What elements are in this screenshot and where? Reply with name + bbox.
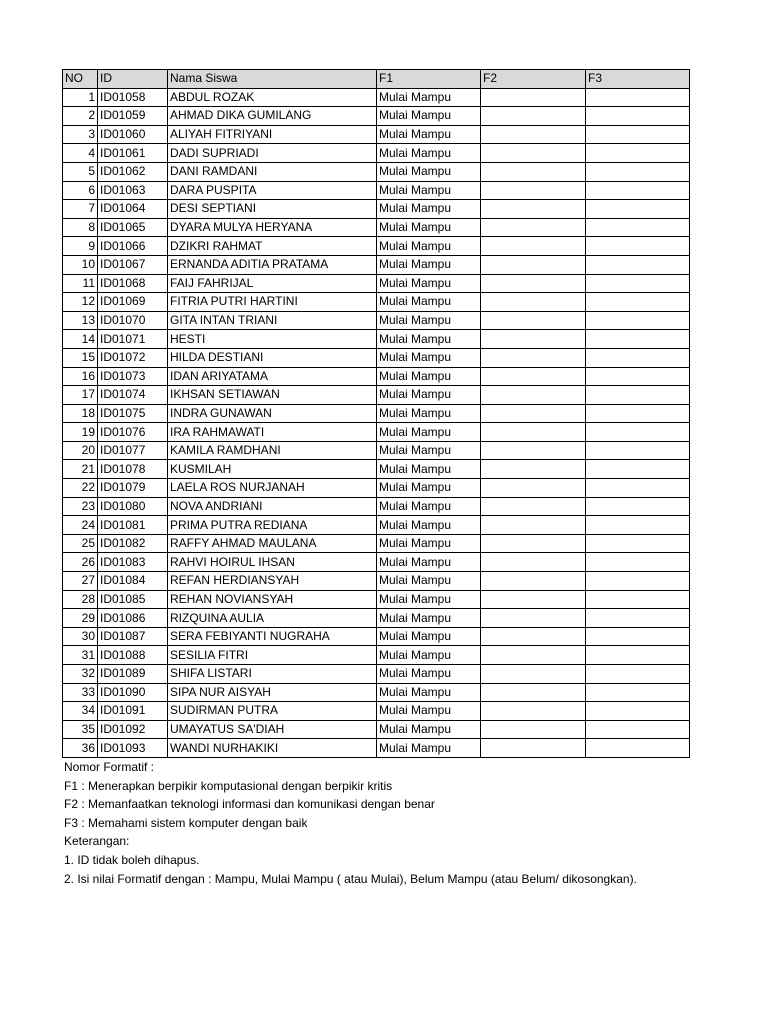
cell-name[interactable]: GITA INTAN TRIANI [168,311,377,330]
table-row [63,181,690,200]
cell-id[interactable]: ID01066 [98,237,168,256]
cell-name[interactable]: ERNANDA ADITIA PRATAMA [168,255,377,274]
table-row [63,516,690,535]
cell-f1[interactable]: Mulai Mampu [377,534,481,553]
cell-no[interactable]: 7 [63,200,98,219]
table-row [63,255,690,274]
cell-f1[interactable]: Mulai Mampu [377,88,481,107]
table-row [63,348,690,367]
cell-f1[interactable]: Mulai Mampu [377,553,481,572]
cell-f2[interactable] [481,274,586,293]
cell-f2[interactable] [481,200,586,219]
cell-no[interactable]: 27 [63,572,98,591]
table-row [63,479,690,498]
note-line: Keterangan: [64,834,130,849]
cell-f1[interactable]: Mulai Mampu [377,460,481,479]
cell-id[interactable]: ID01058 [98,88,168,107]
cell-id[interactable]: ID01065 [98,218,168,237]
cell-f3[interactable] [586,274,690,293]
cell-no[interactable]: 25 [63,534,98,553]
note-line: F2 : Memanfaatkan teknologi informasi dan komunikasi dengan benar [64,797,435,812]
note-line: F3 : Memahami sistem komputer dengan baik [64,815,308,830]
cell-no[interactable]: 16 [63,367,98,386]
cell-id[interactable]: ID01091 [98,702,168,721]
cell-f3[interactable] [586,404,690,423]
cell-name[interactable]: IRA RAHMAWATI [168,423,377,442]
cell-no[interactable]: 29 [63,609,98,628]
cell-no[interactable]: 17 [63,386,98,405]
cell-f2[interactable] [481,609,586,628]
cell-no[interactable]: 2 [63,107,98,126]
cell-f3[interactable] [586,200,690,219]
cell-f2[interactable] [481,125,586,144]
table-row [63,404,690,423]
table-row [63,572,690,591]
cell-f2[interactable] [481,162,586,181]
cell-f2[interactable] [481,386,586,405]
cell-f3[interactable] [586,739,690,758]
cell-f3[interactable] [586,720,690,739]
cell-id[interactable]: ID01069 [98,293,168,312]
table-row [63,293,690,312]
cell-no[interactable]: 5 [63,162,98,181]
cell-id[interactable]: ID01086 [98,609,168,628]
cell-f1[interactable]: Mulai Mampu [377,497,481,516]
cell-f2[interactable] [481,683,586,702]
cell-name[interactable]: FAIJ FAHRIJAL [168,274,377,293]
header-f2: F2 [481,70,586,89]
cell-id[interactable]: ID01077 [98,441,168,460]
cell-name[interactable]: SHIFA LISTARI [168,665,377,684]
table-row [63,609,690,628]
cell-f2[interactable] [481,572,586,591]
header-f3: F3 [586,70,690,89]
cell-f2[interactable] [481,534,586,553]
cell-f2[interactable] [481,516,586,535]
cell-f3[interactable] [586,218,690,237]
table-row [63,441,690,460]
cell-f1[interactable]: Mulai Mampu [377,441,481,460]
cell-f2[interactable] [481,404,586,423]
cell-name[interactable]: SIPA NUR AISYAH [168,683,377,702]
cell-f3[interactable] [586,460,690,479]
cell-f1[interactable]: Mulai Mampu [377,404,481,423]
cell-f2[interactable] [481,367,586,386]
cell-f3[interactable] [586,702,690,721]
cell-f1[interactable]: Mulai Mampu [377,218,481,237]
cell-id[interactable]: ID01082 [98,534,168,553]
cell-id[interactable]: ID01075 [98,404,168,423]
cell-f1[interactable]: Mulai Mampu [377,720,481,739]
cell-no[interactable]: 33 [63,683,98,702]
cell-f3[interactable] [586,497,690,516]
cell-f2[interactable] [481,590,586,609]
cell-f3[interactable] [586,367,690,386]
student-formative-table [62,69,690,758]
cell-f3[interactable] [586,627,690,646]
cell-id[interactable]: ID01093 [98,739,168,758]
cell-f2[interactable] [481,627,586,646]
cell-name[interactable]: HILDA DESTIANI [168,348,377,367]
cell-no[interactable]: 8 [63,218,98,237]
cell-id[interactable]: ID01083 [98,553,168,572]
cell-name[interactable]: ALIYAH FITRIYANI [168,125,377,144]
header-id: ID [98,70,168,89]
cell-f2[interactable] [481,720,586,739]
cell-f2[interactable] [481,311,586,330]
cell-f3[interactable] [586,646,690,665]
cell-no[interactable]: 21 [63,460,98,479]
cell-f1[interactable]: Mulai Mampu [377,646,481,665]
cell-f1[interactable]: Mulai Mampu [377,627,481,646]
cell-no[interactable]: 32 [63,665,98,684]
cell-name[interactable]: IDAN ARIYATAMA [168,367,377,386]
cell-name[interactable]: RAFFY AHMAD MAULANA [168,534,377,553]
cell-name[interactable]: REHAN NOVIANSYAH [168,590,377,609]
notes-section [64,758,637,888]
cell-f2[interactable] [481,441,586,460]
cell-id[interactable]: ID01080 [98,497,168,516]
note-line: F1 : Menerapkan berpikir komputasional dengan berpikir kritis [64,778,393,793]
cell-id[interactable]: ID01085 [98,590,168,609]
cell-f1[interactable]: Mulai Mampu [377,293,481,312]
cell-f3[interactable] [586,423,690,442]
cell-no[interactable]: 30 [63,627,98,646]
cell-name[interactable]: SESILIA FITRI [168,646,377,665]
cell-name[interactable]: KUSMILAH [168,460,377,479]
cell-name[interactable]: NOVA ANDRIANI [168,497,377,516]
cell-f2[interactable] [481,497,586,516]
cell-f3[interactable] [586,348,690,367]
cell-id[interactable]: ID01074 [98,386,168,405]
table-row [63,330,690,349]
cell-no[interactable]: 19 [63,423,98,442]
cell-id[interactable]: ID01063 [98,181,168,200]
cell-name[interactable]: AHMAD DIKA GUMILANG [168,107,377,126]
cell-f2[interactable] [481,423,586,442]
cell-f3[interactable] [586,572,690,591]
note-line: 2. Isi nilai Formatif dengan : Mampu, Mulai Mampu ( atau Mulai), Belum Mampu (atau Belum/ dikosongkan). [64,871,637,886]
table-row [63,665,690,684]
table-row [63,739,690,758]
cell-f3[interactable] [586,255,690,274]
cell-f2[interactable] [481,218,586,237]
cell-f3[interactable] [586,330,690,349]
cell-name[interactable]: DANI RAMDANI [168,162,377,181]
cell-f2[interactable] [481,293,586,312]
cell-f1[interactable]: Mulai Mampu [377,516,481,535]
cell-f3[interactable] [586,125,690,144]
cell-id[interactable]: ID01084 [98,572,168,591]
table-row [63,627,690,646]
cell-name[interactable]: HESTI [168,330,377,349]
table-row [63,460,690,479]
header-name: Nama Siswa [168,70,377,89]
cell-no[interactable]: 28 [63,590,98,609]
cell-no[interactable]: 31 [63,646,98,665]
table-row [63,386,690,405]
cell-f3[interactable] [586,534,690,553]
cell-no[interactable]: 22 [63,479,98,498]
table-row [63,534,690,553]
cell-no[interactable]: 10 [63,255,98,274]
cell-no[interactable]: 6 [63,181,98,200]
table-row [63,107,690,126]
cell-id[interactable]: ID01059 [98,107,168,126]
cell-no[interactable]: 11 [63,274,98,293]
cell-id[interactable]: ID01078 [98,460,168,479]
cell-no[interactable]: 14 [63,330,98,349]
cell-f1[interactable]: Mulai Mampu [377,144,481,163]
cell-id[interactable]: ID01087 [98,627,168,646]
cell-f2[interactable] [481,702,586,721]
cell-f2[interactable] [481,348,586,367]
cell-f2[interactable] [481,460,586,479]
table-row [63,423,690,442]
cell-f1[interactable]: Mulai Mampu [377,274,481,293]
table-row [63,590,690,609]
cell-f2[interactable] [481,739,586,758]
cell-no[interactable]: 4 [63,144,98,163]
cell-no[interactable]: 13 [63,311,98,330]
cell-f1[interactable]: Mulai Mampu [377,162,481,181]
cell-f2[interactable] [481,665,586,684]
cell-name[interactable]: DADI SUPRIADI [168,144,377,163]
cell-no[interactable]: 34 [63,702,98,721]
table-row [63,274,690,293]
note-line: 1. ID tidak boleh dihapus. [64,852,200,867]
cell-name[interactable]: DARA PUSPITA [168,181,377,200]
cell-id[interactable]: ID01064 [98,200,168,219]
cell-name[interactable]: DESI SEPTIANI [168,200,377,219]
cell-f3[interactable] [586,441,690,460]
cell-no[interactable]: 35 [63,720,98,739]
cell-no[interactable]: 36 [63,739,98,758]
cell-name[interactable]: DYARA MULYA HERYANA [168,218,377,237]
cell-f2[interactable] [481,237,586,256]
cell-f2[interactable] [481,255,586,274]
cell-no[interactable]: 12 [63,293,98,312]
cell-name[interactable]: KAMILA RAMDHANI [168,441,377,460]
cell-id[interactable]: ID01062 [98,162,168,181]
table-row [63,237,690,256]
cell-id[interactable]: ID01088 [98,646,168,665]
cell-no[interactable]: 3 [63,125,98,144]
cell-id[interactable]: ID01089 [98,665,168,684]
cell-name[interactable]: DZIKRI RAHMAT [168,237,377,256]
cell-no[interactable]: 18 [63,404,98,423]
cell-f2[interactable] [481,181,586,200]
cell-f3[interactable] [586,107,690,126]
table-row [63,367,690,386]
cell-f3[interactable] [586,553,690,572]
cell-f1[interactable]: Mulai Mampu [377,386,481,405]
cell-f3[interactable] [586,386,690,405]
cell-f3[interactable] [586,162,690,181]
cell-f1[interactable]: Mulai Mampu [377,311,481,330]
table-row [63,88,690,107]
cell-f2[interactable] [481,330,586,349]
cell-id[interactable]: ID01071 [98,330,168,349]
table-row [63,125,690,144]
table-row [63,720,690,739]
cell-f1[interactable]: Mulai Mampu [377,348,481,367]
cell-f1[interactable]: Mulai Mampu [377,479,481,498]
cell-f1[interactable]: Mulai Mampu [377,367,481,386]
table-row [63,200,690,219]
cell-no[interactable]: 9 [63,237,98,256]
table-row [63,683,690,702]
table-row [63,311,690,330]
cell-id[interactable]: ID01067 [98,255,168,274]
cell-f1[interactable]: Mulai Mampu [377,255,481,274]
table-row [63,162,690,181]
cell-id[interactable]: ID01072 [98,348,168,367]
cell-f3[interactable] [586,609,690,628]
cell-f1[interactable]: Mulai Mampu [377,590,481,609]
cell-f3[interactable] [586,516,690,535]
cell-name[interactable]: FITRIA PUTRI HARTINI [168,293,377,312]
cell-id[interactable]: ID01076 [98,423,168,442]
cell-no[interactable]: 26 [63,553,98,572]
cell-name[interactable]: SUDIRMAN PUTRA [168,702,377,721]
cell-no[interactable]: 24 [63,516,98,535]
cell-f3[interactable] [586,665,690,684]
cell-f1[interactable]: Mulai Mampu [377,572,481,591]
cell-name[interactable]: RAHVI HOIRUL IHSAN [168,553,377,572]
cell-name[interactable]: INDRA GUNAWAN [168,404,377,423]
cell-f1[interactable]: Mulai Mampu [377,702,481,721]
cell-name[interactable]: SERA FEBIYANTI NUGRAHA [168,627,377,646]
cell-id[interactable]: ID01092 [98,720,168,739]
cell-f3[interactable] [586,293,690,312]
cell-f2[interactable] [481,107,586,126]
cell-name[interactable]: LAELA ROS NURJANAH [168,479,377,498]
cell-f1[interactable]: Mulai Mampu [377,107,481,126]
cell-id[interactable]: ID01079 [98,479,168,498]
cell-name[interactable]: ABDUL ROZAK [168,88,377,107]
cell-f1[interactable]: Mulai Mampu [377,609,481,628]
cell-name[interactable]: WANDI NURHAKIKI [168,739,377,758]
cell-name[interactable]: UMAYATUS SA'DIAH [168,720,377,739]
table-row [63,702,690,721]
cell-f3[interactable] [586,237,690,256]
cell-f1[interactable]: Mulai Mampu [377,181,481,200]
table-row [63,553,690,572]
cell-name[interactable]: RIZQUINA AULIA [168,609,377,628]
cell-f1[interactable]: Mulai Mampu [377,665,481,684]
table-row [63,497,690,516]
cell-id[interactable]: ID01060 [98,125,168,144]
cell-f3[interactable] [586,88,690,107]
cell-f3[interactable] [586,311,690,330]
cell-f1[interactable]: Mulai Mampu [377,125,481,144]
cell-id[interactable]: ID01070 [98,311,168,330]
cell-f1[interactable]: Mulai Mampu [377,423,481,442]
cell-f2[interactable] [481,144,586,163]
cell-f3[interactable] [586,683,690,702]
cell-f2[interactable] [481,479,586,498]
cell-f1[interactable]: Mulai Mampu [377,683,481,702]
table-header-row [63,70,690,89]
header-no: NO [63,70,98,89]
cell-f1[interactable]: Mulai Mampu [377,200,481,219]
cell-id[interactable]: ID01061 [98,144,168,163]
cell-f1[interactable]: Mulai Mampu [377,330,481,349]
cell-f1[interactable]: Mulai Mampu [377,739,481,758]
cell-f3[interactable] [586,590,690,609]
cell-f3[interactable] [586,181,690,200]
table-body [63,88,690,757]
cell-f2[interactable] [481,553,586,572]
cell-f3[interactable] [586,144,690,163]
table-row [63,218,690,237]
cell-name[interactable]: REFAN HERDIANSYAH [168,572,377,591]
cell-id[interactable]: ID01090 [98,683,168,702]
cell-name[interactable]: IKHSAN SETIAWAN [168,386,377,405]
cell-id[interactable]: ID01073 [98,367,168,386]
table-row [63,144,690,163]
cell-name[interactable]: PRIMA PUTRA REDIANA [168,516,377,535]
cell-f1[interactable]: Mulai Mampu [377,237,481,256]
header-f1: F1 [377,70,481,89]
cell-f2[interactable] [481,88,586,107]
table-row [63,646,690,665]
cell-f3[interactable] [586,479,690,498]
cell-no[interactable]: 1 [63,88,98,107]
note-line: Nomor Formatif : [64,760,155,774]
cell-id[interactable]: ID01081 [98,516,168,535]
cell-no[interactable]: 20 [63,441,98,460]
cell-id[interactable]: ID01068 [98,274,168,293]
cell-no[interactable]: 15 [63,348,98,367]
cell-no[interactable]: 23 [63,497,98,516]
cell-f2[interactable] [481,646,586,665]
